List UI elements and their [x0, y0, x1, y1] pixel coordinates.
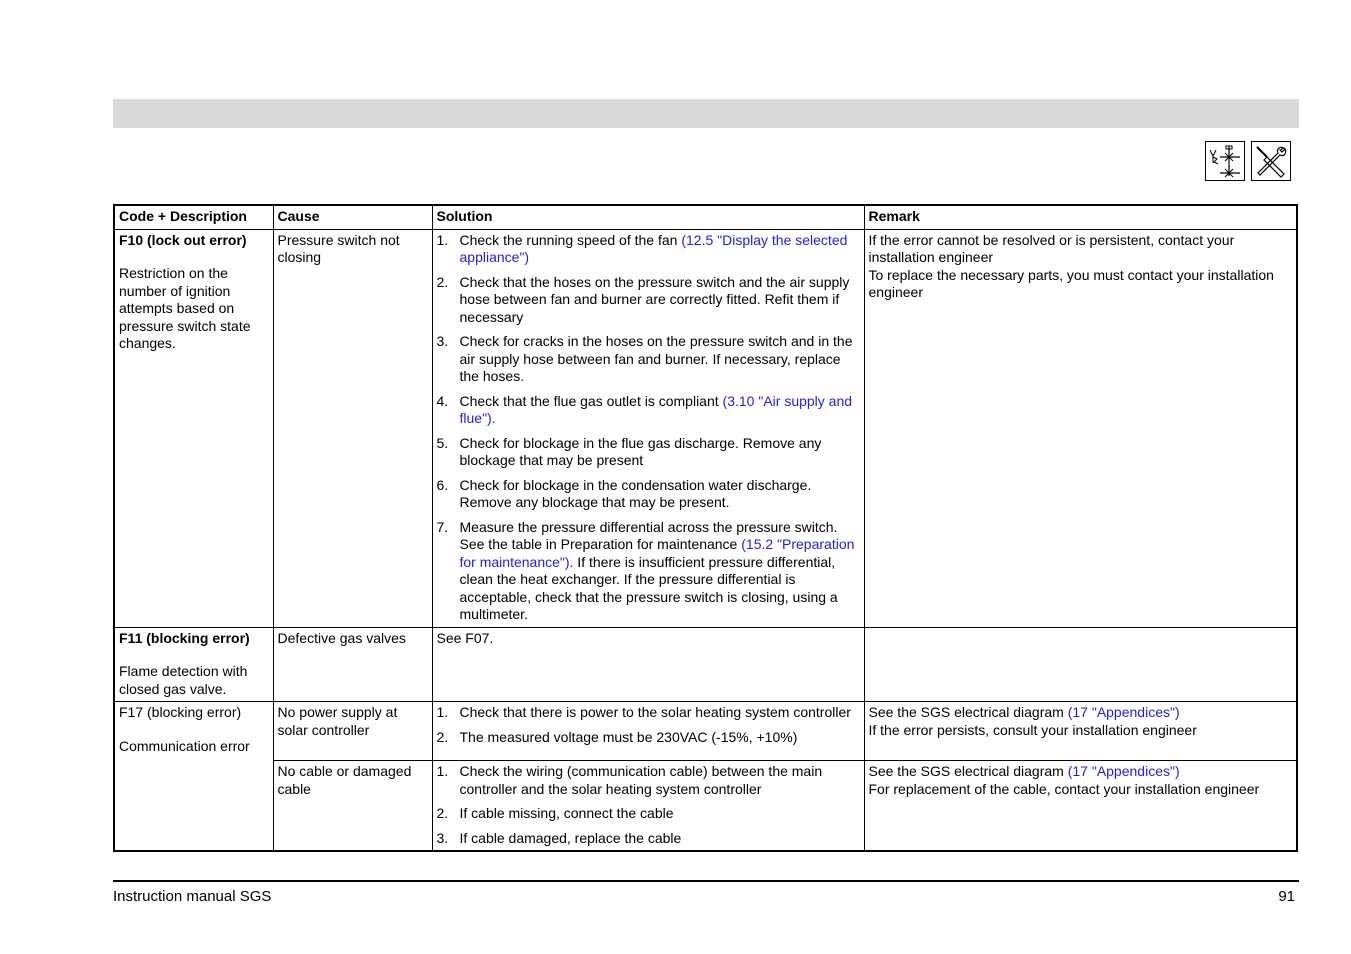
table-header-row	[114, 205, 1297, 229]
list-item: 7. Measure the pressure differential across the pressure switch. See the table in Preparation for maintenance (15.2 "Preparation for maintenance"). If there is insufficient pressure differential, clean the heat exchanger. If the pressure differential is acceptable, check that the pressure switch is closing, using a multimeter.	[436, 518, 855, 622]
cell-cause: Defective gas valves	[273, 627, 432, 702]
error-description: Flame detection with closed gas valve.	[119, 663, 248, 697]
cross-reference-link[interactable]: (15.2 "Preparation for maintenance").	[459, 536, 855, 570]
table-row-f11	[114, 627, 1297, 702]
cell-solution	[432, 761, 864, 852]
list-item: 5. Check for blockage in the flue gas discharge. Remove any blockage that may be present	[436, 434, 822, 468]
footer-title: Instruction manual SGS	[113, 888, 272, 905]
error-code: F10 (lock out error)	[119, 231, 247, 248]
error-code: F11 (blocking error)	[119, 629, 250, 646]
list-item: 3. If cable damaged, replace the cable	[436, 829, 682, 846]
footer-rule	[113, 880, 1299, 882]
list-item: 2. If cable missing, connect the cable	[436, 805, 674, 821]
error-description: Restriction on the number of ignition attempts based on pressure switch state changes.	[119, 265, 251, 351]
cell-code	[114, 702, 273, 852]
list-item: 6. Check for blockage in the condensation water discharge. Remove any blockage that may be present.	[436, 476, 812, 510]
cross-reference-link[interactable]: (12.5 "Display the selected appliance")	[459, 231, 848, 265]
table-row-f10	[114, 229, 1297, 627]
table-row-f17-b	[114, 761, 1297, 852]
tools-wrench-icon	[1251, 141, 1291, 181]
solution-steps	[437, 704, 860, 746]
solution-steps	[437, 763, 860, 847]
cell-remark: See the SGS electrical diagram (17 "Appendices") For replacement of the cable, contact your installation engineer	[864, 761, 1297, 852]
installer-valve-icon	[1205, 141, 1245, 181]
list-item: 3. Check for cracks in the hoses on the pressure switch and in the air supply hose between fan and burner. If necessary, replace the hoses.	[436, 333, 853, 384]
list-item: 2. The measured voltage must be 230VAC (-15%, +10%)	[436, 728, 798, 745]
header-code: Code + Description	[114, 205, 273, 229]
cell-cause: Pressure switch not closing	[273, 229, 432, 627]
header-solution: Solution	[432, 205, 864, 229]
cell-code	[114, 627, 273, 702]
cell-solution	[432, 229, 864, 627]
header-remark: Remark	[864, 205, 1297, 229]
page-number: 91	[1278, 888, 1295, 905]
list-item: 4. Check that the flue gas outlet is compliant (3.10 "Air supply and flue").	[436, 392, 853, 426]
header-band	[113, 99, 1299, 128]
list-item: 1. Check the running speed of the fan (12.5 "Display the selected appliance")	[436, 231, 848, 265]
list-item: 1. Check the wiring (communication cable) between the main controller and the solar heating system controller	[436, 763, 823, 797]
cell-solution	[432, 702, 864, 761]
cross-reference-link[interactable]: (17 "Appendices")	[1067, 704, 1180, 720]
cross-reference-link[interactable]: (3.10 "Air supply and flue").	[459, 392, 853, 426]
cross-reference-link[interactable]: (17 "Appendices")	[1067, 763, 1180, 779]
cell-remark	[864, 627, 1297, 702]
table-row-f17-a	[114, 702, 1297, 761]
cell-solution: See F07.	[432, 627, 864, 702]
error-code: F17 (blocking error)	[119, 704, 242, 720]
list-item: 2. Check that the hoses on the pressure switch and the air supply hose between fan and burner are correctly fitted. Refit them if necessary	[436, 273, 850, 325]
cell-remark: See the SGS electrical diagram (17 "Appendices") If the error persists, consult your installation engineer	[864, 702, 1297, 761]
fault-table	[113, 204, 1298, 852]
cell-remark: If the error cannot be resolved or is persistent, contact your installation engineer To replace the necessary parts, you must contact your installation engineer	[864, 229, 1297, 627]
cell-cause: No power supply at solar controller	[273, 702, 432, 761]
header-cause: Cause	[273, 205, 432, 229]
cell-cause: No cable or damaged cable	[273, 761, 432, 852]
role-icons	[1205, 141, 1291, 181]
cell-code	[114, 229, 273, 627]
solution-steps	[437, 232, 860, 624]
error-description: Communication error	[119, 737, 250, 754]
list-item: 1. Check that there is power to the solar heating system controller	[436, 704, 851, 720]
